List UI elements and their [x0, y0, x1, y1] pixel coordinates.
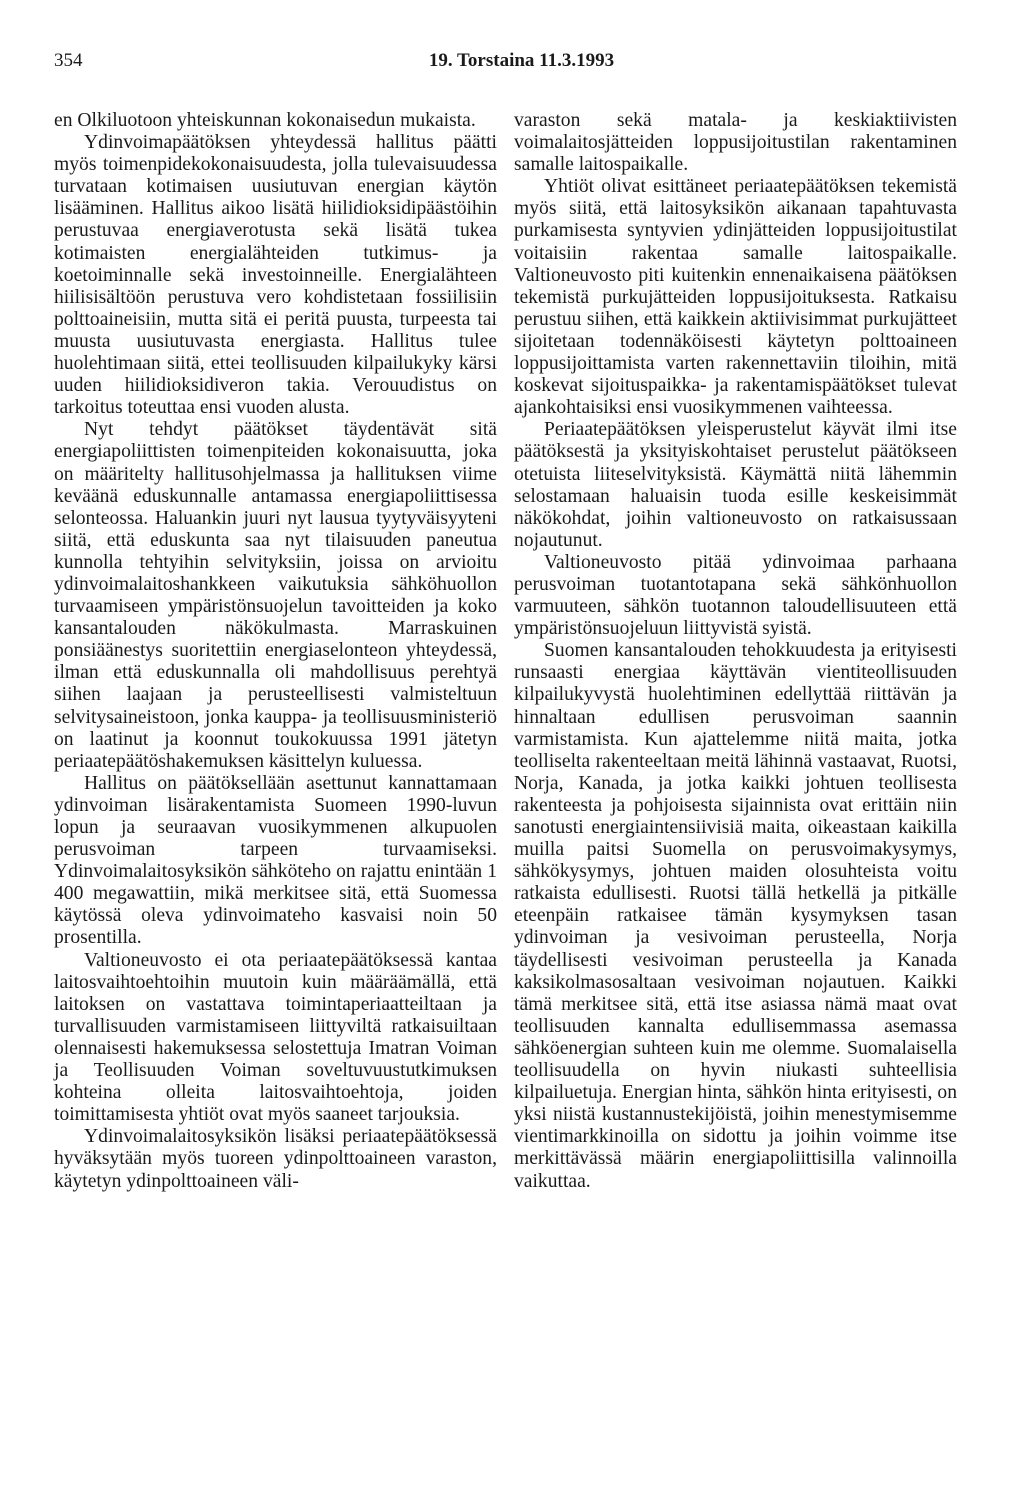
- right-column: [514, 110, 957, 1193]
- paragraph: Periaatepäätöksen yleisperustelut käyvät ilmi itse päätöksestä ja yksityiskohtaiset perustelut päätökseen otetuista liiteselvityksistä. Käymättä niitä lähemmin selostamaan haluaisin tuoda esille keskeisimmät näkökohdat, joihin valtioneuvosto on ratkaisussaan nojautunut.: [514, 419, 957, 551]
- page-header: [54, 50, 989, 80]
- paragraph: Valtioneuvosto pitää ydinvoimaa parhaana perusvoiman tuotantotapana sekä sähkönhuollon varmuuteen, sähkön tuotannon taloudellisuuteen että ympäristönsuojeluun liittyvistä syistä.: [514, 551, 957, 640]
- paragraph: Suomen kansantalouden tehokkuudesta ja erityisesti runsaasti energiaa käyttävän vientiteollisuuden kilpailukyvystä huolehtiminen edellyttää riittävän ja hinnaltaan edullisen perusvoiman saannin varmistamista. Kun ajattelemme niitä maita, jotka teolliselta rakenteeltaan meitä lähinnä vastaavat, Ruotsi, Norja, Kanada, ja jotka kaikki johtuen teollisesta rakenteesta ja pohjoisesta sijainnista ovat erittäin niin sanotusti energiaintensiivisiä maita, oikeastaan kaikilla muilla paitsi Suomella on perusvoimakysymys, sähkökysymys, johtuen maiden olosuhteista voitu ratkaista edullisesti. Ruotsi tällä hetkellä ja pitkälle eteenpäin ratkaisee tämän kysymyksen tasan ydinvoiman ja vesivoiman perusteella, Norja täydellisesti vesivoiman perusteella ja Kanada kaksikolmasosaltaan vesivoiman nojautuen. Kaikki tämä merkitsee sitä, että itse asiassa nämä maat ovat teollisuuden kannalta edullisemmassa asemassa sähköenergian suhteen kuin me olemme. Suomalaisella teollisuudella on hyvin niukasti suhteellisia kilpailuetuja. Energian hinta, sähkön hinta erityisesti, on yksi niistä kustannustekijöistä, joihin menestymisemme vientimarkkinoilla on sidottu ja joihin voimme itse merkittävässä määrin energiapoliittisilla valinnoilla vaikuttaa.: [514, 640, 957, 1192]
- page-number: 354: [54, 50, 83, 71]
- paragraph: Hallitus on päätöksellään asettunut kannattamaan ydinvoiman lisärakentamista Suomeen 1990-luvun lopun ja seuraavan vuosikymmenen alkupuolen perusvoiman tarpeen turvaamiseksi. Ydinvoimalaitosyksikön sähköteho on rajattu enintään 1 400 megawattiin, mikä merkitsee sitä, että Suomessa käytössä oleva ydinvoimateho kasvaisi noin 50 prosentilla.: [54, 772, 497, 949]
- paragraph: varaston sekä matala- ja keskiaktiivisten voimalaitosjätteiden loppusijoitustilan rakentaminen samalle laitospaikalle.: [514, 110, 957, 176]
- paragraph: Ydinvoimapäätöksen yhteydessä hallitus päätti myös toimenpidekokonaisuudesta, jolla tulevaisuudessa turvataan kotimaisen uusiutuvan energian käytön lisääminen. Hallitus aikoo lisätä hiilidioksidipäästöihin perustuvaa energiaverotusta sekä lisätä tukea kotimaisten energialähteiden tutkimus- ja koetoiminnalle sekä investoinneille. Energialähteen hiilisisältöön perustuva vero kohdistetaan fossiilisiin polttoaineisiin, mutta sitä ei peritä puusta, turpeesta tai muusta uusiutuvasta energiasta. Hallitus tulee huolehtimaan siitä, ettei teollisuuden kilpailukyky kärsi uuden hiilidioksidiveron takia. Verouudistus on tarkoitus toteuttaa ensi vuoden alusta.: [54, 132, 497, 419]
- running-title: 19. Torstaina 11.3.1993: [428, 50, 615, 71]
- paragraph: Ydinvoimalaitosyksikön lisäksi periaatepäätöksessä hyväksytään myös tuoreen ydinpolttoaineen varaston, käytetyn ydinpolttoaineen väli-: [54, 1126, 497, 1192]
- paragraph: Yhtiöt olivat esittäneet periaatepäätöksen tekemistä myös siitä, että laitosyksikön aikanaan tapahtuvasta purkamisesta syntyvien ydinjätteiden loppusijoitustilat voitaisiin rakentaa samalle laitospaikalle. Valtioneuvosto piti kuitenkin ennenaikaisena päätöksen tekemistä purkujätteiden loppusijoituksesta. Ratkaisu perustuu siihen, että kaikkein aktiivisimmat purkujätteet sijoitetaan todennäköisesti käytetyn polttoaineen loppusijoittamista varten rakennettaviin tiloihin, mitä koskevat sijoituspaikka- ja rakentamispäätökset tulevat ajankohtaisiksi ensi vuosikymmenen vaihteessa.: [514, 176, 957, 419]
- paragraph: en Olkiluotoon yhteiskunnan kokonaisedun mukaista.: [54, 110, 476, 131]
- paragraph: Nyt tehdyt päätökset täydentävät sitä energiapoliittisten toimenpiteiden kokonaisuutta, joka on määritelty hallitusohjelmassa ja hallituksen viime keväänä eduskunnalle antamassa energiapoliittisessa selonteossa. Haluankin juuri nyt lausua tyytyväisyyteni siitä, että eduskunta saa nyt tilaisuuden paneutua kunnolla tehtyihin selvityksiin, joissa on arvioitu ydinvoimalaitoshankkeen vaikutuksia sähköhuollon turvaamiseen ympäristönsuojelun tavoitteiden ja koko kansantalouden näkökulmasta. Marraskuinen ponsiäänestys suoritettiin energiaselonteon yhteydessä, ilman että eduskunnalla oli mahdollisuus perehtyä siihen laajaan ja perusteellisesti valmisteltuun selvitysaineistoon, jonka kauppa- ja teollisuusministeriö on laatinut ja koonnut toukokuussa 1991 jätetyn periaatepäätöshakemuksen käsittelyn kuluessa.: [54, 419, 497, 772]
- left-column: [54, 110, 497, 1193]
- paragraph: Valtioneuvosto ei ota periaatepäätöksessä kantaa laitosvaihtoehtoihin muutoin kuin määräämällä, että laitoksen on vastattava toimintaperiaatteiltaan ja turvallisuuden varmistamiseen liittyviltä ratkaisuiltaan olennaisesti hakemuksessa selostettuja Imatran Voiman ja Teollisuuden Voiman soveltuvuustutkimuksen kohteina olleita laitosvaihtoehtoja, joiden toimittamisesta yhtiöt ovat myös saaneet tarjouksia.: [54, 949, 497, 1126]
